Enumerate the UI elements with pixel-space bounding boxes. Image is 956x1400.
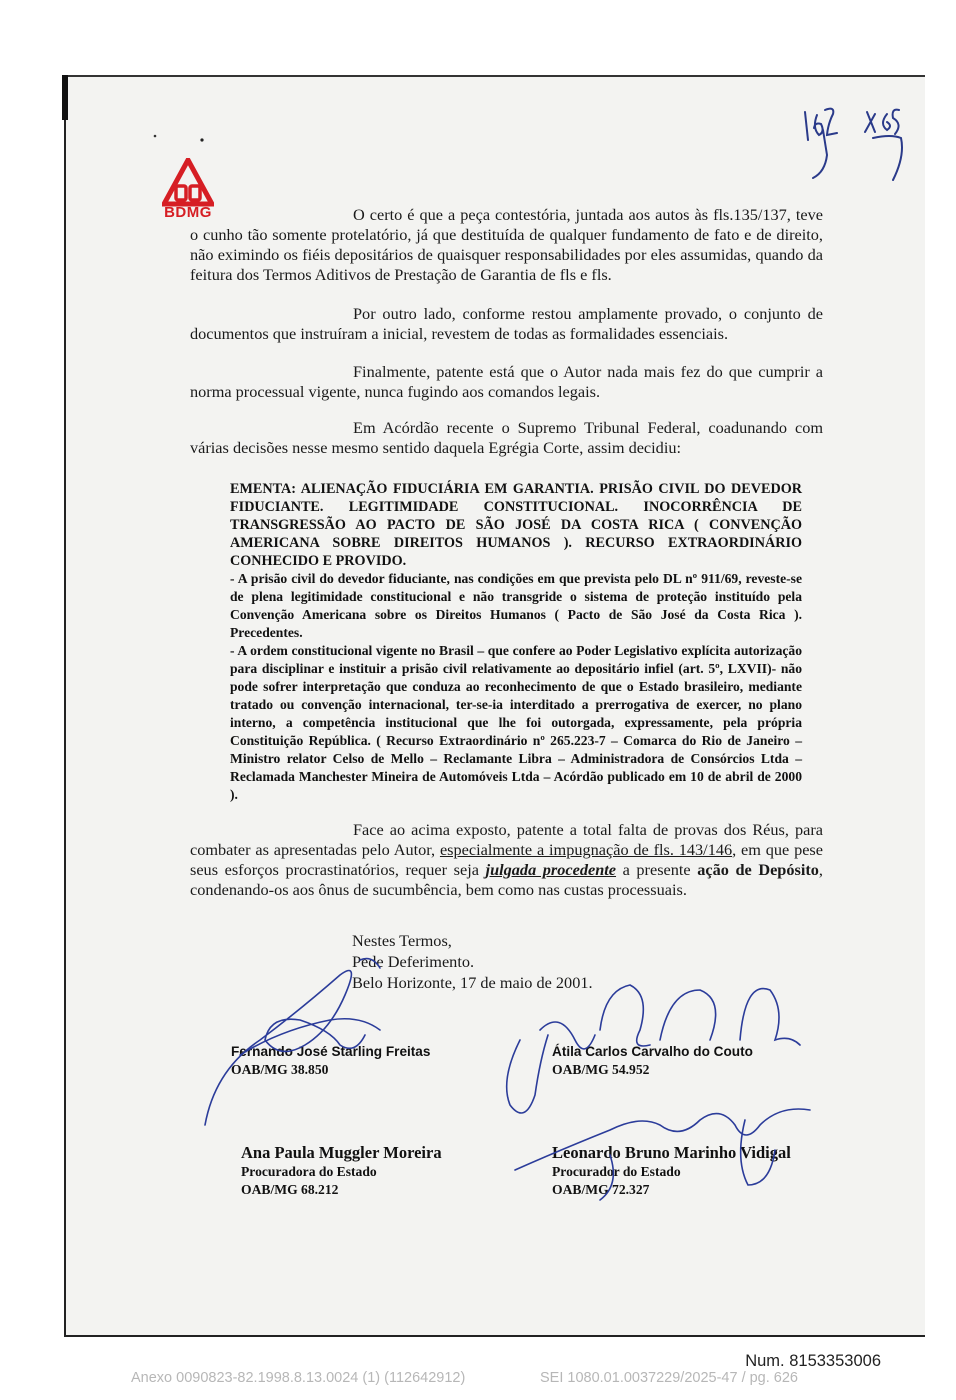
handwritten-folio-number xyxy=(795,100,925,185)
signatory-3-oab: OAB/MG 68.212 xyxy=(241,1182,339,1197)
paragraph-4 xyxy=(190,418,823,458)
conclusion-text-c: a presente xyxy=(616,860,698,879)
ementa-item-1: - A prisão civil do devedor fiduciante, nas condições em que prevista pelo DL nº 911/69, reveste-se de plena legitimidade constitucional e não transgride o sistema de proteção instituído pela Convenção Americana sobre os Direitos Humanos ( Pacto de São José da Costa Rica ). Precedentes. xyxy=(230,571,802,640)
paragraph-3-text: Finalmente, patente está que o Autor nada mais fez do que cumprir a norma processual vigente, nunca fugindo aos comandos legais. xyxy=(190,362,823,401)
signatory-1-name: Fernando José Starling Freitas xyxy=(231,1044,431,1059)
conclusion-paragraph xyxy=(190,820,823,900)
ementa-heading: EMENTA: ALIENAÇÃO FIDUCIÁRIA EM GARANTIA. PRISÃO CIVIL DO DEVEDOR FIDUCIANTE. LEGITIMIDADE CONSTITUCIONAL. INOCORRÊNCIA DE TRANSGRESSÃO AO PACTO DE SÃO JOSÉ DA COSTA RICA ( CONVENÇÃO AMERICANA SOBRE DIREITOS HUMANOS ). RECURSO EXTRAORDINÁRIO CONHECIDO E PROVIDO. xyxy=(230,481,802,569)
signatory-3 xyxy=(241,1143,442,1199)
signatory-3-name: Ana Paula Muggler Moreira xyxy=(241,1143,442,1162)
paragraph-2-text: Por outro lado, conforme restou amplamente provado, o conjunto de documentos que instruíram a inicial, revestem de todas as formalidades essenciais. xyxy=(190,304,823,343)
paragraph-1 xyxy=(190,205,823,285)
signatory-4 xyxy=(552,1143,791,1199)
conclusion-underlined: especialmente a impugnação de fls. 143/146 xyxy=(439,840,733,859)
paragraph-1-lead: O certo é que a peça contestória, juntada aos autos às fls.135/137, xyxy=(353,205,791,224)
signatory-1 xyxy=(231,1043,430,1079)
closing-line-1: Nestes Termos, xyxy=(352,931,452,950)
scan-specks xyxy=(148,128,218,148)
footer-ref-left: Anexo 0090823-82.1998.8.13.0024 (1) (112642912) xyxy=(131,1370,466,1386)
closing-date: Belo Horizonte, 17 de maio de 2001. xyxy=(352,973,593,992)
signatory-1-oab: OAB/MG 38.850 xyxy=(231,1062,329,1077)
paragraph-1-body: teve o cunho tão somente protelatório, já que destituída de qualquer fundamento de fato e de direito, não eximindo os fiéis depositários de quaisquer responsabilidades por eles assumidas, quando da feitura dos Termos Aditivos de Prestação de Garantia de fls e fls. xyxy=(190,205,823,284)
signatory-4-title: Procurador do Estado xyxy=(552,1164,681,1179)
conclusion-text-a: Face ao acima exposto, patente a total falta de provas dos Réus, para combater as apresentadas pelo Autor, xyxy=(190,820,823,859)
conclusion-bold: ação de Depósito xyxy=(697,860,819,879)
conclusion-text-d: , condenando-os aos ônus de sucumbência, bem como nas custas processuais. xyxy=(190,860,823,899)
footer-reference xyxy=(131,1370,798,1386)
conclusion-emphasis: julgada procedente xyxy=(485,860,617,879)
ementa-item-2: - A ordem constitucional vigente no Brasil – que confere ao Poder Legislativo explícita autorização para disciplinar e instituir a prisão civil relativamente ao depositário infiel (art. 5º, LXVII)- não pode sofrer interpretação que conduza ao reconhecimento de que o Estado brasileiro, mediante tratado ou convenção internacional, ter-se-ia interditado a prerrogativa de exercer, no plano interno, a competência institucional que lhe foi outorgada, expressamente, pela própria Constituição República. ( Recurso Extraordinário nº 265.223-7 – Comarca do Rio de Janeiro – Ministro relator Celso de Mello – Reclamante Libra – Administradora de Consórcios Ltda – Reclamada Manchester Mineira de Automóveis Ltda – Acórdão publicado em 10 de abril de 2000 ). xyxy=(230,643,802,802)
signatory-2-name: Átila Carlos Carvalho do Couto xyxy=(552,1044,753,1059)
signatory-4-oab: OAB/MG 72.327 xyxy=(552,1182,650,1197)
closing-block xyxy=(352,930,593,993)
conclusion-text-b: , em que pese seus esforços procrastinatórios, requer seja xyxy=(190,840,823,879)
paragraph-2 xyxy=(190,304,823,344)
signatory-2 xyxy=(552,1043,753,1079)
paragraph-4-text: Em Acórdão recente o Supremo Tribunal Federal, coadunando com várias decisões nesse mesmo sentido daquela Egrégia Corte, assim decidiu: xyxy=(190,418,823,457)
footer-ref-right: SEI 1080.01.0037229/2025-47 / pg. 626 xyxy=(540,1370,798,1386)
closing-line-2: Pede Deferimento. xyxy=(352,952,475,971)
ementa-quote xyxy=(230,480,802,804)
signatory-2-oab: OAB/MG 54.952 xyxy=(552,1062,650,1077)
logo-text: BDMG xyxy=(164,204,212,221)
signatory-3-title: Procuradora do Estado xyxy=(241,1164,377,1179)
scan-edge-mark xyxy=(62,75,68,120)
signatory-4-name: Leonardo Bruno Marinho Vidigal xyxy=(552,1143,791,1162)
document-number: Num. 8153353006 xyxy=(745,1352,881,1370)
paragraph-3 xyxy=(190,362,823,402)
